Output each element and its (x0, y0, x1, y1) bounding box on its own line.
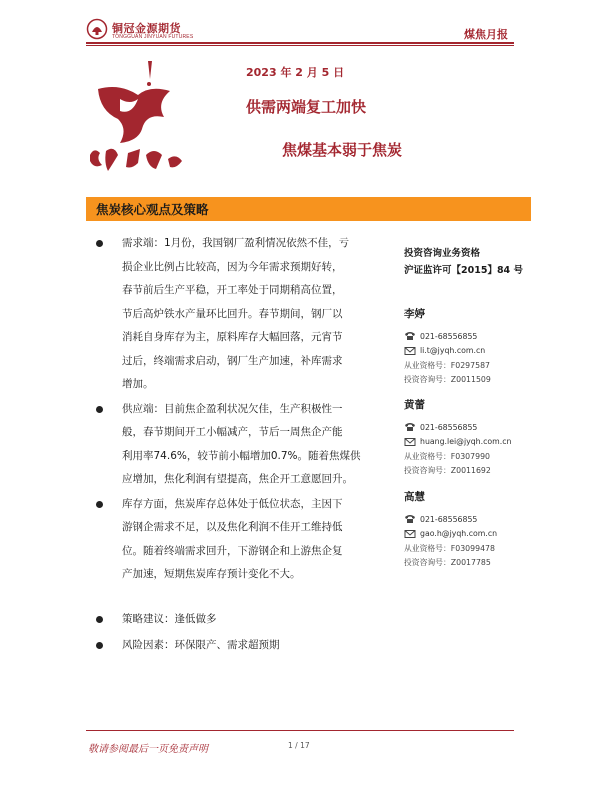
bullet-line: 般，春节期间开工小幅减产，节后一周焦企产能 (122, 426, 343, 438)
bullet-line: 过后，终端需求启动，钢厂生产加速，补库需求 (122, 354, 343, 367)
bullet-line: 节后高炉铁水产量环比回升。春节期间，钢厂以 (122, 307, 343, 320)
analyst-phone: 021-68556855 (420, 331, 478, 341)
bullet-line: 需求端：1月份，我国钢厂盈利情况依然不佳，亏 (122, 237, 350, 249)
analyst-practice-no: 从业资格号：F03099478 (404, 543, 495, 553)
bullet-line: 增加。 (122, 378, 154, 390)
qualification-license: 沪证监许可【2015】84 号 (404, 265, 523, 276)
risk-bullet (92, 634, 388, 658)
bullet-line: 游钢企需求不足，以及焦化利润不佳开工维持低 (122, 521, 343, 533)
demand-bullet (92, 232, 388, 397)
bullet-dot-icon (96, 642, 103, 649)
strategy-text: 策略建议：逢低做多 (122, 612, 217, 625)
bullet-line: 库存方面，焦炭库存总体处于低位状态，主因下 (122, 497, 343, 510)
inventory-bullet (92, 493, 388, 587)
analyst-card (404, 397, 534, 478)
analyst-phone-row (404, 512, 534, 527)
company-name-en: TONGGUAN JINYUAN FUTURES (112, 34, 194, 40)
email-icon (404, 437, 416, 447)
analyst-card (404, 306, 534, 387)
analyst-consult-no: 投资咨询号：Z0017785 (404, 558, 491, 568)
email-icon (404, 346, 416, 356)
report-title: 供需两端复工加快 (246, 98, 367, 116)
bullet-line: 产加速，短期焦炭库存预计变化不大。 (122, 568, 301, 580)
report-date: 2023 年 2 月 5 日 (246, 66, 345, 79)
analyst-name: 黄蕾 (404, 399, 425, 411)
bullet-dot-icon (96, 406, 103, 413)
report-subtitle: 焦煤基本弱于焦炭 (282, 141, 403, 159)
bullet-dot-icon (96, 616, 103, 623)
analyst-name: 高慧 (404, 491, 425, 503)
risk-text: 风险因素：环保限产、需求超预期 (122, 639, 280, 651)
calligraphy-artwork (80, 55, 210, 185)
analyst-consult-no: 投资咨询号：Z0011509 (404, 375, 491, 385)
bullet-line: 应增加，焦化利润有望提高，焦企开工意愿回升。 (122, 473, 353, 485)
supply-bullet (92, 398, 388, 492)
bullet-line: 损企业比例占比较高，因为今年需求预期好转， (122, 260, 343, 273)
analyst-consult-no: 投资咨询号：Z0011692 (404, 466, 491, 476)
phone-icon (404, 331, 416, 341)
bullet-line: 供应端：目前焦企盈利状况欠佳，生产积极性一 (122, 402, 343, 415)
analyst-email-row (404, 435, 534, 450)
bullet-line: 春节前后生产平稳，开工率处于同期稍高位置， (122, 284, 343, 296)
footer-divider (86, 730, 514, 731)
page-number: 1 / 17 (288, 741, 310, 750)
qualification-title: 投资咨询业务资格 (404, 248, 481, 259)
header-divider (86, 42, 514, 44)
report-type-label: 煤焦月报 (464, 28, 508, 41)
bullet-dot-icon (96, 501, 103, 508)
bullet-line: 位。随着终端需求回升，下游钢企和上游焦企复 (122, 544, 343, 557)
analyst-card (404, 489, 534, 570)
analyst-practice-no: 从业资格号：F0297587 (404, 360, 490, 370)
email-icon (404, 529, 416, 539)
section-title: 焦炭核心观点及策略 (96, 202, 209, 217)
phone-icon (404, 422, 416, 432)
bullet-line: 消耗自身库存为主，原料库存大幅回落，元宵节 (122, 331, 343, 343)
analyst-phone-row (404, 420, 534, 435)
company-logo-icon (86, 18, 108, 40)
spacer (92, 588, 388, 608)
analyst-phone-row (404, 329, 534, 344)
analyst-email[interactable]: huang.lei@jyqh.com.cn (420, 437, 512, 447)
analyst-name: 李婷 (404, 308, 425, 320)
viewpoints-list (92, 232, 388, 661)
footer-disclaimer: 敬请参阅最后一页免责声明 (88, 744, 208, 755)
analyst-email[interactable]: li.t@jyqh.com.cn (420, 346, 486, 356)
analyst-email[interactable]: gao.h@jyqh.com.cn (420, 529, 498, 539)
strategy-bullet (92, 608, 388, 632)
analyst-email-row (404, 527, 534, 542)
analyst-email-row (404, 344, 534, 359)
analyst-practice-no: 从业资格号：F0307990 (404, 451, 490, 461)
phone-icon (404, 514, 416, 524)
bullet-dot-icon (96, 240, 103, 247)
company-name-cn: 铜冠金源期货 (112, 22, 181, 35)
analyst-phone: 021-68556855 (420, 422, 478, 432)
analyst-phone: 021-68556855 (420, 514, 478, 524)
bullet-line: 利用率74.6%，较节前小幅增加0.7%。随着焦煤供 (122, 449, 361, 462)
header-divider-thin (86, 45, 514, 46)
